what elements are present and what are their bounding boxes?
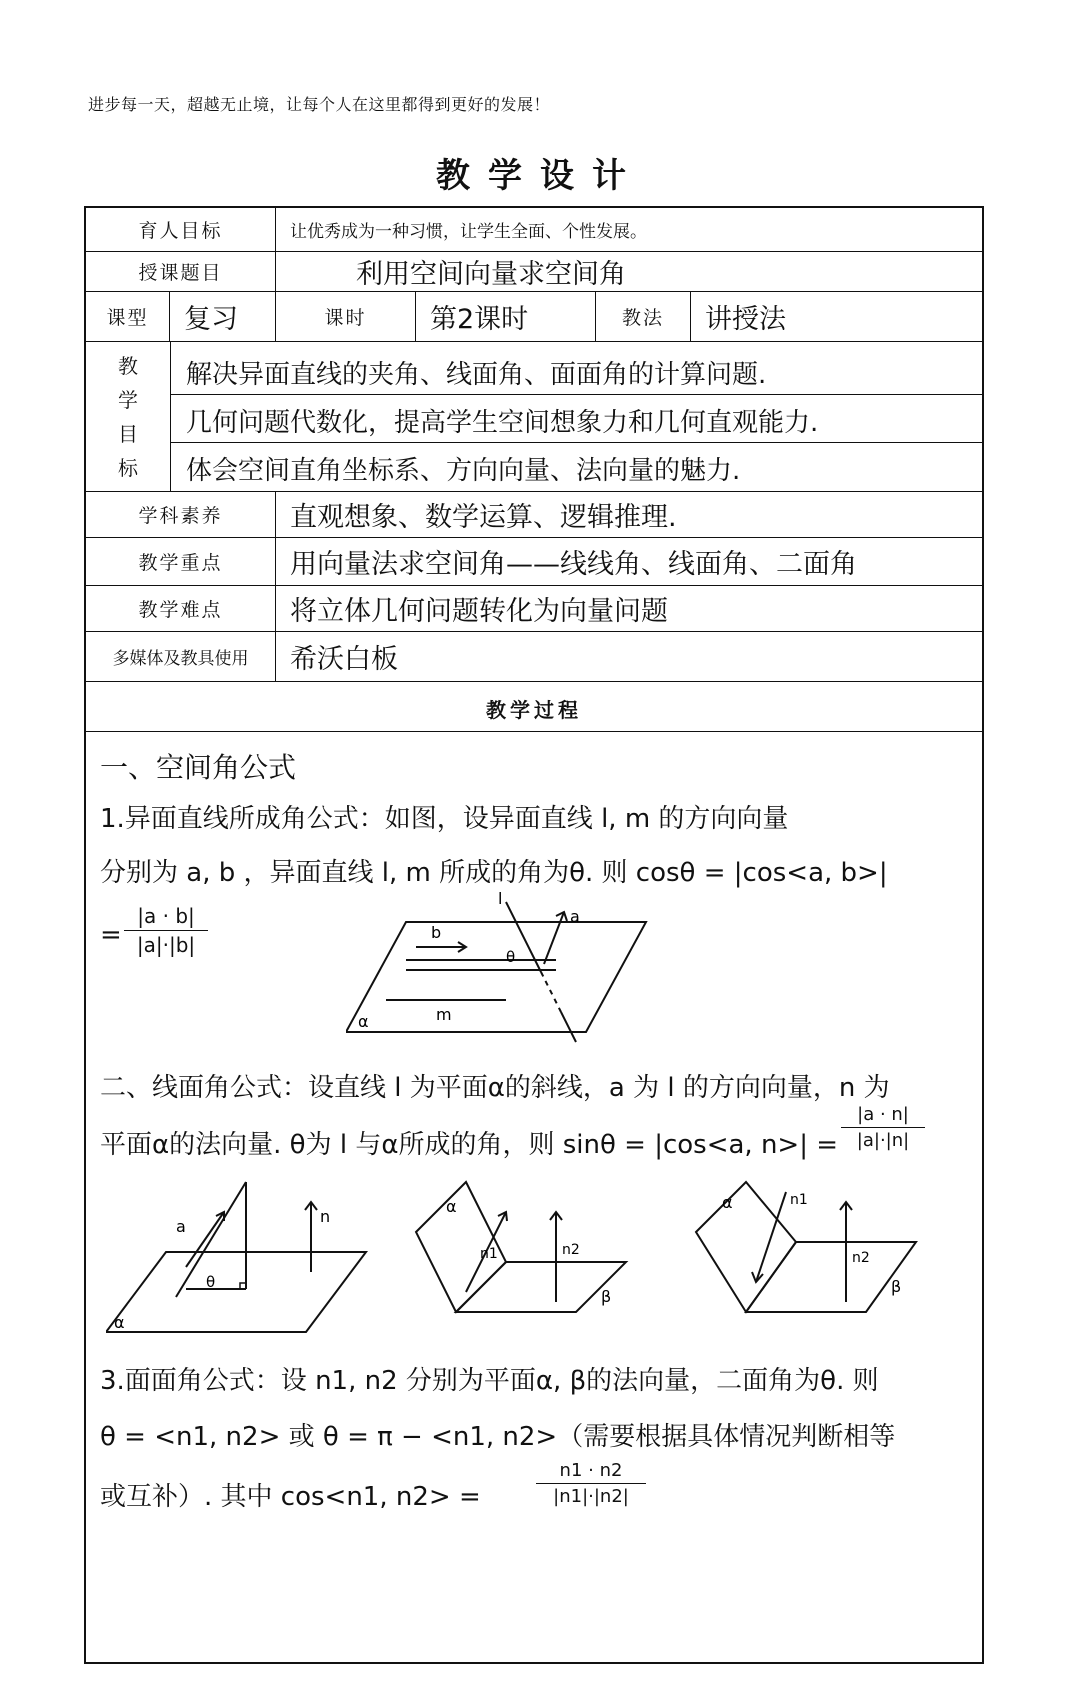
label-n2: n2: [562, 1242, 580, 1258]
p3-formula: [536, 1460, 646, 1507]
method-label: 教法: [596, 292, 691, 341]
p2-formula-denominator: |a|·|n|: [856, 1130, 910, 1151]
p2-formula-numerator: |a · n|: [841, 1104, 925, 1128]
difficulty-value: 将立体几何问题转化为向量问题: [290, 596, 668, 627]
topic-label: 授课题目: [86, 252, 276, 291]
vector-a-arrow: [544, 912, 564, 964]
label-l: l: [498, 892, 503, 908]
process-body: [86, 732, 982, 1662]
label-n: n: [320, 1207, 331, 1226]
figure-skew-lines: [346, 892, 666, 1062]
teaching-goals-label: [86, 342, 171, 491]
lesson-plan-table: [84, 206, 984, 1664]
p1-formula-numerator: |a · b|: [124, 904, 208, 931]
p2-line-1: 二、线面角公式：设直线 l 为平面α的斜线，a 为 l 的方向向量，n 为: [100, 1073, 890, 1103]
label-n1: n1: [480, 1246, 498, 1262]
goal-line-1: 解决异面直线的夹角、线面角、面面角的计算问题.: [186, 360, 767, 390]
row-course-info: [86, 292, 982, 342]
p3-formula-numerator: n1 · n2: [536, 1460, 646, 1484]
label-b: b: [431, 923, 442, 942]
p1-line-2: 分别为 a, b ，异面直线 l, m 所成的角为θ. 则 cosθ = |cos<a, b>|: [100, 858, 888, 888]
goal-label-char: 学: [118, 387, 138, 412]
plane-alpha-face: [696, 1182, 796, 1312]
media-value: 希沃白板: [290, 644, 398, 675]
p3-line-3: 或互补）. 其中 cos<n1, n2> =: [100, 1482, 481, 1512]
p3-formula-denominator: |n1|·|n2|: [553, 1486, 629, 1507]
label-m: m: [436, 1005, 452, 1024]
plane-alpha-outline: [106, 1252, 366, 1332]
plane-alpha-outline: [346, 922, 646, 1032]
education-goal-label: 育人目标: [86, 208, 276, 251]
literacy-value: 直观想象、数学运算、逻辑推理.: [290, 502, 677, 533]
course-type-label: 课型: [86, 292, 170, 341]
key-point-value: 用向量法求空间角——线线角、线面角、二面角: [290, 549, 857, 580]
label-a: a: [570, 907, 580, 926]
row-media: [86, 632, 982, 682]
line-l-lower: [561, 1012, 576, 1042]
goal-line-2: 几何问题代数化，提高学生空间想象力和几何直观能力.: [186, 408, 819, 438]
label-n1: n1: [790, 1192, 808, 1208]
goal-ruled-line: [170, 442, 982, 443]
method-value: 讲授法: [705, 304, 786, 335]
row-literacy: [86, 492, 982, 538]
media-label: 多媒体及教具使用: [86, 632, 276, 681]
label-theta: θ: [506, 948, 516, 966]
row-difficulty: [86, 586, 982, 632]
p1-formula: [124, 904, 208, 957]
p3-line-2: θ = <n1, n2> 或 θ = π − <n1, n2>（需要根据具体情况判断相等: [100, 1422, 896, 1452]
label-alpha: α: [358, 1012, 369, 1031]
motto: 进步每一天，超越无止境，让每个人在这里都得到更好的发展！: [88, 95, 551, 114]
section-title: 一、空间角公式: [100, 751, 297, 784]
literacy-label: 学科素养: [86, 492, 276, 537]
row-topic: [86, 252, 982, 292]
label-theta: θ: [206, 1273, 216, 1291]
label-alpha: α: [114, 1313, 125, 1332]
label-beta: β: [601, 1287, 612, 1306]
label-beta: β: [891, 1277, 902, 1296]
figure-line-plane-angle: [106, 1172, 376, 1342]
difficulty-label: 教学难点: [86, 586, 276, 631]
line-l-hidden: [541, 972, 561, 1012]
goal-line-3: 体会空间直角坐标系、方向向量、法向量的魅力.: [186, 456, 741, 486]
page-title: 教学设计: [436, 156, 644, 196]
label-n2: n2: [852, 1250, 870, 1266]
row-education-goal: [86, 208, 982, 252]
p1-formula-denominator: |a|·|b|: [136, 933, 196, 957]
course-type-value: 复习: [170, 292, 276, 341]
period-value: 第2课时: [416, 292, 596, 341]
figure-dihedral-acute: [406, 1172, 666, 1342]
row-process-heading: [86, 682, 982, 732]
period-label: 课时: [276, 292, 416, 341]
education-goal-value: 让优秀成为一种习惯，让学生全面、个性发展。: [290, 222, 647, 242]
goal-label-char: 标: [118, 455, 138, 480]
key-point-label: 教学重点: [86, 538, 276, 585]
process-heading: 教学过程: [486, 698, 582, 722]
p2-formula: [841, 1104, 925, 1151]
label-a: a: [176, 1217, 186, 1236]
vector-n1-arrow: [756, 1192, 786, 1282]
topic-value: 利用空间向量求空间角: [356, 259, 626, 290]
vector-a-arrow: [186, 1212, 224, 1267]
goal-ruled-line: [170, 394, 982, 395]
p1-formula-lead: =: [100, 920, 122, 950]
row-key-point: [86, 538, 982, 586]
figure-dihedral-obtuse: [686, 1172, 966, 1342]
label-alpha: α: [446, 1197, 457, 1216]
p2-line-2: 平面α的法向量. θ为 l 与α所成的角，则 sinθ = |cos<a, n>| =: [100, 1130, 839, 1160]
goal-label-char: 教: [118, 353, 138, 378]
label-alpha: α: [722, 1193, 733, 1212]
p3-line-1: 3.面面角公式：设 n1, n2 分别为平面α, β的法向量，二面角为θ. 则: [100, 1366, 879, 1396]
goal-label-char: 目: [118, 421, 138, 446]
p1-line-1: 1.异面直线所成角公式：如图，设异面直线 l, m 的方向向量: [100, 804, 789, 834]
row-teaching-goals: [86, 342, 982, 492]
